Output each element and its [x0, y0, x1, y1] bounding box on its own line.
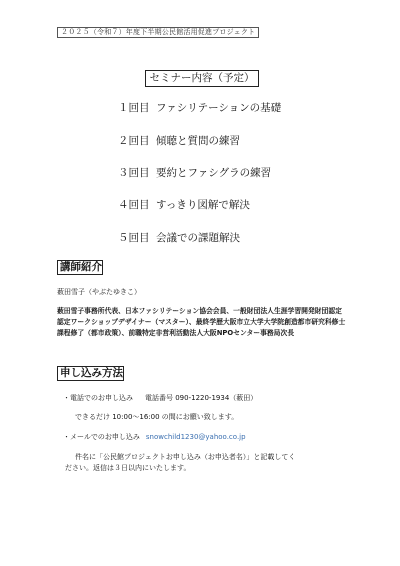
- seminar-title: セミナー内容（予定）: [145, 70, 259, 87]
- session-topic: 傾聴と質問の練習: [156, 135, 240, 147]
- session-number: ４回目: [118, 199, 150, 211]
- subject-note-line-2: ださい。返信は３日以内にいたします。: [65, 464, 191, 472]
- phone-hours: できるだけ 10:00～16:00 の間にお願い致します。: [75, 413, 239, 421]
- project-header-label: ２０２５（令和７）年度下半期公民館活用促進プロジェクト: [57, 27, 259, 38]
- session-topic: すっきり図解で解決: [156, 199, 250, 211]
- session-topic: ファシリテーションの基礎: [156, 102, 282, 114]
- phone-label: ・電話でのお申し込み: [63, 394, 133, 402]
- session-item-2: [118, 134, 240, 148]
- session-number: ３回目: [118, 167, 150, 179]
- session-number: １回目: [118, 102, 150, 114]
- session-topic: 要約とファシグラの練習: [156, 167, 272, 179]
- session-topic: 会議での課題解決: [156, 232, 240, 244]
- mail-label: ・メールでのお申し込み: [63, 433, 140, 441]
- instructor-heading: 講師紹介: [57, 260, 103, 275]
- mail-application-line: [63, 432, 246, 442]
- application-heading: 申し込み方法: [57, 366, 124, 381]
- instructor-name: 薮田雪子（やぶたゆきこ）: [57, 288, 141, 296]
- phone-application-line: [63, 393, 257, 403]
- session-item-3: [118, 166, 271, 180]
- session-item-5: [118, 231, 240, 245]
- subject-note-line-1: 件名に「公民館プロジェクトお申し込み（お申込者名）」と記載してく: [75, 453, 296, 461]
- session-item-1: [118, 101, 281, 115]
- phone-number[interactable]: 電話番号 090-1220-1934（薮田）: [145, 394, 258, 402]
- session-number: ５回目: [118, 232, 150, 244]
- subject-note: [65, 452, 345, 474]
- email-link[interactable]: snowchild1230@yahoo.co.jp: [145, 433, 246, 441]
- session-item-4: [118, 198, 250, 212]
- session-number: ２回目: [118, 135, 150, 147]
- instructor-profile: 薮田雪子事務所代表、日本ファシリテーション協会会員、一般財団法人生涯学習開発財団認定認定ワークショップデザイナー（マスター）、最終学歴大阪市立大学大学院創造都市研究科修士課程修了（都市政策）、前職特定非営利活動法人大阪NPOセンター事務局次長: [57, 307, 346, 338]
